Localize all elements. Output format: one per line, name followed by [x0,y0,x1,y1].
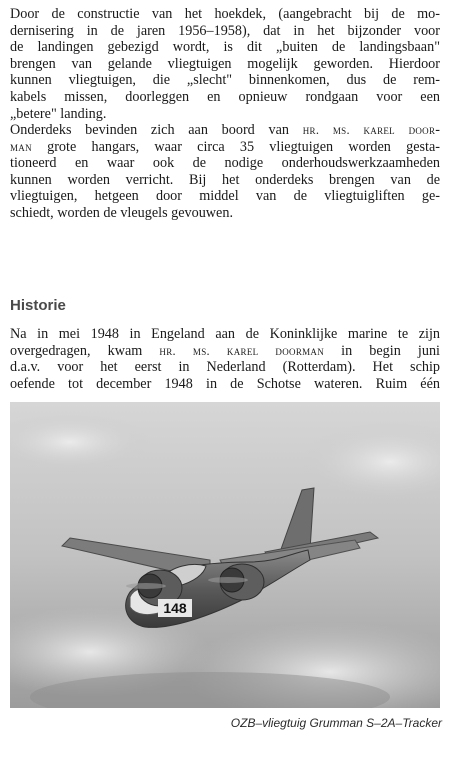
text-line: Na in mei 1948 in Engeland aan de Koninklijke marine te zijn [10,326,440,342]
aircraft-photo [10,402,440,708]
ship-name: man [10,139,32,154]
propeller-left [126,583,166,589]
text-line: kabels missen, doorleggen en opnieuw rondgaan voor een [10,88,440,105]
text-line: Onderdeks bevinden zich aan boord van hr. ms. karel door- [10,122,441,138]
text-line: schiedt, worden de vleugels gevouwen. [10,204,233,221]
aircraft-number: 148 [163,600,187,616]
propeller-right [208,577,248,583]
aircraft-illustration [10,402,440,708]
text-line: „betere" landing. [10,105,107,122]
text-line: oefende tot december 1948 in de Schotse wateren. Ruim één [10,375,440,392]
photo-caption: OZB–vliegtuig Grumman S–2A–Tracker [230,716,442,730]
text-line: kunnen vliegtuigen, die „slecht" binnenkomen, dus de rem- [10,72,440,89]
text-line: kunnen worden verricht. Bij het onderdeks brengen van de [10,171,440,188]
text-line: de landingen gebezigd wordt, is dit „buiten de landingsbaan" [10,39,440,56]
paragraph-flight-deck [10,6,440,122]
text-line: d.a.v. voor het eerst in Nederland (Rotterdam). Het schip [10,359,440,376]
text-line: dernisering in de jaren 1956–1958), dat in het bijzonder voor [10,22,440,39]
ship-name: hr. ms. karel door [302,123,436,137]
text-line: brengen van gelande vliegtuigen mogelijk geworden. Hierdoor [10,55,440,72]
ship-name: hr. ms. karel doorman [159,343,325,358]
section-heading: Historie [10,297,66,314]
paragraph-history [10,326,440,392]
text-line: tioneerd en waar ook de nodige onderhoudswerkzaamheden [10,155,440,172]
text-line [10,139,440,156]
text-line [10,343,440,360]
text-fragment: in begin juni [324,342,440,359]
text-line: Door de constructie van het hoekdek, (aangebracht bij de mo- [10,6,440,22]
text-fragment: Onderdeks bevinden zich aan boord van [10,122,289,138]
text-fragment: grote hangars, waar circa 35 vliegtuigen worden gesta- [31,138,440,155]
text-fragment: overgedragen, kwam [10,342,160,359]
text-line: vliegtuigen, hetgeen door middel van de vliegtuigliften ge- [10,188,440,205]
paragraph-hangars [10,122,440,222]
